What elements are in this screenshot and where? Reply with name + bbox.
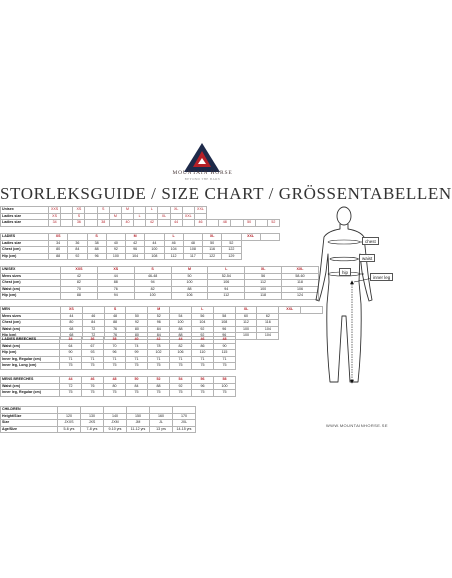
table-cell: 84 xyxy=(126,383,148,390)
table-cell: 92 xyxy=(170,383,192,390)
table-cell: 56 xyxy=(192,377,214,384)
table-cell: 75 xyxy=(126,363,148,370)
table-cell: 118 xyxy=(282,280,319,287)
table-cell: 94 xyxy=(208,286,245,293)
table-cell: XL xyxy=(158,213,170,220)
table-cell xyxy=(182,220,194,227)
row-label: Unisex xyxy=(1,207,49,214)
row-label: CHILDREN xyxy=(1,407,58,414)
table-cell: 96 xyxy=(104,350,126,357)
table-cell: 13 yrs xyxy=(150,426,173,433)
table-cell: 34 xyxy=(49,240,68,247)
table-cell: XXL xyxy=(182,213,194,220)
hip-label: hip xyxy=(339,268,351,276)
table-cell: 76 xyxy=(97,286,134,293)
table-cell: 71 xyxy=(214,356,236,363)
table-cell: 90 xyxy=(60,350,82,357)
row-label: Ladies size xyxy=(1,240,49,247)
body-measurement-figure xyxy=(302,204,402,390)
row-label: Hip (cm) xyxy=(1,350,60,357)
table-cell: 48 xyxy=(214,337,236,344)
table-cell: L xyxy=(208,267,245,274)
brand-name: MOUNTAIN HORSE xyxy=(172,170,233,176)
children-size-table xyxy=(0,406,196,433)
website-url: WWW.MOUNTAINHORSE.SE xyxy=(326,423,388,428)
table-cell: 82 xyxy=(170,343,192,350)
table-cell: 50 xyxy=(126,377,148,384)
table-cell: XXL xyxy=(241,234,260,241)
table-cell: 100 xyxy=(145,247,164,254)
table-cell: 96 xyxy=(87,253,106,260)
table-cell: 52-54 xyxy=(208,273,245,280)
table-cell: JXM xyxy=(104,420,127,427)
table-cell: JXL xyxy=(173,420,196,427)
table-cell: 75 xyxy=(214,363,236,370)
table-cell: XL xyxy=(170,207,182,214)
table-cell: 75 xyxy=(60,363,82,370)
table-cell: 104 xyxy=(126,253,145,260)
table-cell: XXS xyxy=(49,207,61,214)
row-label: Ladies size xyxy=(1,220,49,227)
table-cell: 122 xyxy=(222,247,241,254)
table-cell: 116 xyxy=(203,247,222,254)
table-cell: 100 xyxy=(245,286,282,293)
table-cell: 71 xyxy=(104,356,126,363)
table-cell: 118 xyxy=(245,293,282,300)
table-cell: 46-48 xyxy=(134,273,171,280)
table-cell: 84 xyxy=(68,247,87,254)
table-cell: 71 xyxy=(148,356,170,363)
table-cell: XXL xyxy=(194,207,206,214)
table-cell: 71 xyxy=(60,356,82,363)
table-cell: 108 xyxy=(183,247,202,254)
table-cell: 42 xyxy=(146,220,158,227)
table-cell: 58 xyxy=(214,377,236,384)
table-cell: 93 xyxy=(82,350,104,357)
row-label: Waist (cm) xyxy=(1,343,60,350)
table-cell: 42 xyxy=(148,337,170,344)
table-cell: 52 xyxy=(222,240,241,247)
table-cell: 56 xyxy=(191,313,213,320)
table-cell: 80 xyxy=(126,333,148,340)
table-cell: 71 xyxy=(82,356,104,363)
table-cell: 38 xyxy=(87,240,106,247)
table-cell: M xyxy=(171,267,208,274)
table-cell: 44 xyxy=(170,220,182,227)
table-cell: JL xyxy=(150,420,173,427)
table-cell: 108 xyxy=(213,320,235,327)
table-cell xyxy=(134,220,146,227)
table-cell: 75 xyxy=(148,390,170,397)
table-cell: 88 xyxy=(170,326,192,333)
table-cell: 76 xyxy=(104,326,126,333)
table-cell: 64 xyxy=(60,343,82,350)
table-cell: S xyxy=(73,213,85,220)
table-cell: 80 xyxy=(104,383,126,390)
table-cell: 84 xyxy=(82,320,104,327)
table-cell: 67 xyxy=(82,343,104,350)
table-cell: 75 xyxy=(104,390,126,397)
table-cell: 86 xyxy=(192,343,214,350)
table-cell: 58-60 xyxy=(282,273,319,280)
row-label: Size xyxy=(1,420,58,427)
table-cell: 88 xyxy=(49,253,68,260)
table-cell: 88 xyxy=(87,247,106,254)
table-cell: 88 xyxy=(170,333,192,340)
row-label: Chest (cm) xyxy=(1,280,61,287)
row-label: Inner leg, Regular (cm) xyxy=(1,356,60,363)
table-cell: 124 xyxy=(282,293,319,300)
table-cell: 92 xyxy=(191,333,213,340)
row-label: Waist (cm) xyxy=(1,326,61,333)
table-cell: 76 xyxy=(104,333,126,340)
table-cell: 160 xyxy=(150,413,173,420)
table-cell: 116 xyxy=(257,320,279,327)
table-cell: 70 xyxy=(104,343,126,350)
table-cell: 104 xyxy=(164,247,183,254)
table-row xyxy=(1,426,196,433)
table-cell: 75 xyxy=(214,390,236,397)
table-cell: L xyxy=(134,213,146,220)
table-cell: 117 xyxy=(183,253,202,260)
table-cell: 71 xyxy=(170,356,192,363)
row-label: LADIES BREECHES xyxy=(1,337,60,344)
table-cell xyxy=(231,220,243,227)
row-label: Height/Size xyxy=(1,413,58,420)
row-label: MEN xyxy=(1,307,61,314)
table-cell: 62 xyxy=(257,313,279,320)
table-cell: L xyxy=(191,307,213,314)
table-cell: 140 xyxy=(104,413,127,420)
row-label: Hip (cm) xyxy=(1,253,49,260)
table-cell: 70 xyxy=(61,286,98,293)
table-cell: 106 xyxy=(282,286,319,293)
table-cell xyxy=(158,220,170,227)
table-cell: 96 xyxy=(148,320,170,327)
table-cell: L xyxy=(146,207,158,214)
table-cell: 71 xyxy=(126,356,148,363)
table-cell: 44 xyxy=(97,273,134,280)
row-label: MENS BREECHES xyxy=(1,377,60,384)
table-cell xyxy=(260,234,279,241)
table-cell: XL xyxy=(235,307,257,314)
table-cell: 52 xyxy=(148,377,170,384)
table-cell: 92 xyxy=(106,247,125,254)
table-cell: 96 xyxy=(213,326,235,333)
table-cell: M xyxy=(148,307,170,314)
table-cell: 112 xyxy=(164,253,183,260)
table-cell: 106 xyxy=(171,293,208,300)
table-cell: S xyxy=(134,267,171,274)
row-label: UNISEX xyxy=(1,267,61,274)
table-cell: 130 xyxy=(81,413,104,420)
row-label: Hip (cm) xyxy=(1,333,61,340)
table-cell: 82 xyxy=(61,280,98,287)
table-cell: XXS xyxy=(61,267,98,274)
table-cell: 122 xyxy=(203,253,222,260)
row-label: Inner leg, Long (cm) xyxy=(1,363,60,370)
table-cell: 115 xyxy=(214,350,236,357)
table-cell: 104 xyxy=(257,326,279,333)
table-cell: 52 xyxy=(267,220,279,227)
table-cell: 96 xyxy=(213,333,235,340)
table-cell: 88 xyxy=(171,286,208,293)
table-row xyxy=(1,363,236,370)
table-cell: 108 xyxy=(145,253,164,260)
table-cell: 96 xyxy=(126,247,145,254)
table-cell: 112 xyxy=(245,280,282,287)
table-cell: M xyxy=(109,213,121,220)
table-cell: XS xyxy=(61,307,83,314)
brand-tagline: BEYOND THE BARN xyxy=(184,177,221,181)
table-cell: 54 xyxy=(170,377,192,384)
table-cell: 100 xyxy=(214,383,236,390)
table-cell: 42 xyxy=(126,240,145,247)
table-cell: 36 xyxy=(82,337,104,344)
table-cell: 104 xyxy=(257,333,279,340)
table-cell: 129 xyxy=(222,253,241,260)
table-cell: 42 xyxy=(61,273,98,280)
table-cell: 75 xyxy=(104,363,126,370)
row-label: Hip (cm) xyxy=(1,293,61,300)
row-label: Mens sizes xyxy=(1,313,61,320)
table-cell: 54 xyxy=(170,313,192,320)
men-size-table xyxy=(0,306,323,340)
table-cell: XXL xyxy=(279,307,301,314)
table-cell: 56 xyxy=(245,273,282,280)
table-cell: 50 xyxy=(126,313,148,320)
table-cell: 88 xyxy=(104,320,126,327)
table-cell: 11-12 yrs xyxy=(127,426,150,433)
table-cell: 46 xyxy=(192,337,214,344)
table-cell: S xyxy=(97,207,109,214)
table-cell: 48 xyxy=(104,313,126,320)
table-cell: 170 xyxy=(173,413,196,420)
table-cell: 46 xyxy=(164,240,183,247)
table-cell: XS xyxy=(49,213,61,220)
table-cell: 88 xyxy=(148,383,170,390)
table-cell: 102 xyxy=(148,350,170,357)
row-label: Waist (cm) xyxy=(1,383,60,390)
table-cell: 44 xyxy=(60,377,82,384)
table-cell: 44 xyxy=(145,240,164,247)
table-cell: 75 xyxy=(192,363,214,370)
table-cell: 9-10 yrs xyxy=(104,426,127,433)
table-cell: XS xyxy=(49,234,68,241)
table-cell: S xyxy=(87,234,106,241)
ladies-size-table xyxy=(0,233,280,260)
table-cell: 52 xyxy=(148,313,170,320)
table-row xyxy=(1,390,236,397)
table-cell: 75 xyxy=(60,390,82,397)
table-cell: 72 xyxy=(82,326,104,333)
table-cell: 38 xyxy=(97,220,109,227)
table-cell: 106 xyxy=(170,350,192,357)
table-cell: 112 xyxy=(235,320,257,327)
table-cell: 75 xyxy=(170,363,192,370)
table-cell: 96 xyxy=(192,383,214,390)
table-cell: 5-6 yrs xyxy=(58,426,81,433)
table-cell xyxy=(61,220,73,227)
table-cell: JM xyxy=(127,420,150,427)
table-cell: XXL xyxy=(282,267,319,274)
table-cell xyxy=(109,220,121,227)
table-cell: 92 xyxy=(191,326,213,333)
table-cell: L xyxy=(164,234,183,241)
page-title: STORLEKSGUIDE / SIZE CHART / GRÖSSENTABELLEN xyxy=(0,184,452,203)
table-cell: 120 xyxy=(58,413,81,420)
table-cell: 14-15 yrs xyxy=(173,426,196,433)
table-cell: 100 xyxy=(106,253,125,260)
table-cell: 75 xyxy=(126,390,148,397)
table-cell xyxy=(207,220,219,227)
table-cell: 80 xyxy=(126,326,148,333)
table-cell: 75 xyxy=(82,390,104,397)
table-cell: 99 xyxy=(126,350,148,357)
table-cell: 82 xyxy=(134,286,171,293)
table-cell: 71 xyxy=(192,356,214,363)
table-cell: 40 xyxy=(121,220,133,227)
table-cell: XS xyxy=(73,207,85,214)
table-cell: 78 xyxy=(148,343,170,350)
table-cell: 68 xyxy=(61,326,83,333)
table-cell: 48 xyxy=(219,220,231,227)
table-cell: 40 xyxy=(126,337,148,344)
table-cell: 58 xyxy=(213,313,235,320)
table-cell: 100 xyxy=(171,280,208,287)
table-cell: 36 xyxy=(73,220,85,227)
size-conversion-table xyxy=(0,206,280,227)
table-cell: 68 xyxy=(61,333,83,340)
table-cell: 80 xyxy=(49,247,68,254)
table-cell: 75 xyxy=(148,363,170,370)
table-cell: M xyxy=(121,207,133,214)
table-cell: 72 xyxy=(60,383,82,390)
table-cell: XL xyxy=(245,267,282,274)
chest-label: chest xyxy=(362,237,379,245)
table-cell: 88 xyxy=(61,293,98,300)
table-cell: M xyxy=(126,234,145,241)
table-cell: 40 xyxy=(106,240,125,247)
table-cell: 50 xyxy=(243,220,255,227)
table-row xyxy=(1,220,280,227)
table-cell: 46 xyxy=(82,313,104,320)
table-cell: 100 xyxy=(235,333,257,340)
table-cell: 80 xyxy=(61,320,83,327)
row-label: Waist (cm) xyxy=(1,286,61,293)
table-cell: 94 xyxy=(97,293,134,300)
table-cell: 84 xyxy=(148,333,170,340)
table-cell: 100 xyxy=(235,326,257,333)
table-cell: 110 xyxy=(192,350,214,357)
ladies-breeches-table xyxy=(0,336,236,370)
table-cell: XS xyxy=(97,267,134,274)
row-label: Inner leg, Regular (cm) xyxy=(1,390,60,397)
row-label: Chest (cm) xyxy=(1,247,49,254)
table-cell: 50 xyxy=(203,240,222,247)
table-cell: XL xyxy=(203,234,222,241)
table-cell: 38 xyxy=(104,337,126,344)
table-cell: 104 xyxy=(191,320,213,327)
table-cell: 92 xyxy=(68,253,87,260)
table-cell: 75 xyxy=(170,390,192,397)
table-cell xyxy=(255,220,267,227)
table-cell: 100 xyxy=(134,293,171,300)
table-cell: 34 xyxy=(49,220,61,227)
unisex-size-table xyxy=(0,266,319,300)
mens-breeches-table xyxy=(0,376,236,397)
table-cell: 100 xyxy=(170,320,192,327)
waist-label: waist xyxy=(359,254,375,262)
table-cell: S xyxy=(104,307,126,314)
table-cell: 106 xyxy=(208,280,245,287)
table-cell xyxy=(85,220,97,227)
table-cell: 46 xyxy=(82,377,104,384)
table-cell: 48 xyxy=(104,377,126,384)
table-cell: JXXS xyxy=(58,420,81,427)
table-cell: 76 xyxy=(82,383,104,390)
table-row xyxy=(1,293,319,300)
table-cell: 90 xyxy=(214,343,236,350)
table-cell: 60 xyxy=(235,313,257,320)
table-cell: 7-8 yrs xyxy=(81,426,104,433)
table-cell: 94 xyxy=(134,280,171,287)
table-cell: 44 xyxy=(61,313,83,320)
table-cell: 72 xyxy=(82,333,104,340)
row-label: Chest (cm) xyxy=(1,320,61,327)
table-cell: 34 xyxy=(60,337,82,344)
table-cell: 44 xyxy=(170,337,192,344)
row-label: Ladies size xyxy=(1,213,49,220)
row-label: Mens sizes xyxy=(1,273,61,280)
table-cell: 36 xyxy=(68,240,87,247)
table-row xyxy=(1,253,280,260)
table-cell: JXS xyxy=(81,420,104,427)
table-cell: 74 xyxy=(126,343,148,350)
table-cell: 75 xyxy=(82,363,104,370)
table-cell: 46 xyxy=(194,220,206,227)
table-cell: 48 xyxy=(183,240,202,247)
table-cell: 92 xyxy=(126,320,148,327)
row-label: Age/Size xyxy=(1,426,58,433)
table-cell: 150 xyxy=(127,413,150,420)
table-cell: 75 xyxy=(192,390,214,397)
table-cell: 112 xyxy=(208,293,245,300)
row-label: LADIES xyxy=(1,234,49,241)
inner-leg-label: inner leg xyxy=(370,273,393,281)
table-cell: 84 xyxy=(148,326,170,333)
table-cell: 50 xyxy=(171,273,208,280)
table-cell: 88 xyxy=(97,280,134,287)
